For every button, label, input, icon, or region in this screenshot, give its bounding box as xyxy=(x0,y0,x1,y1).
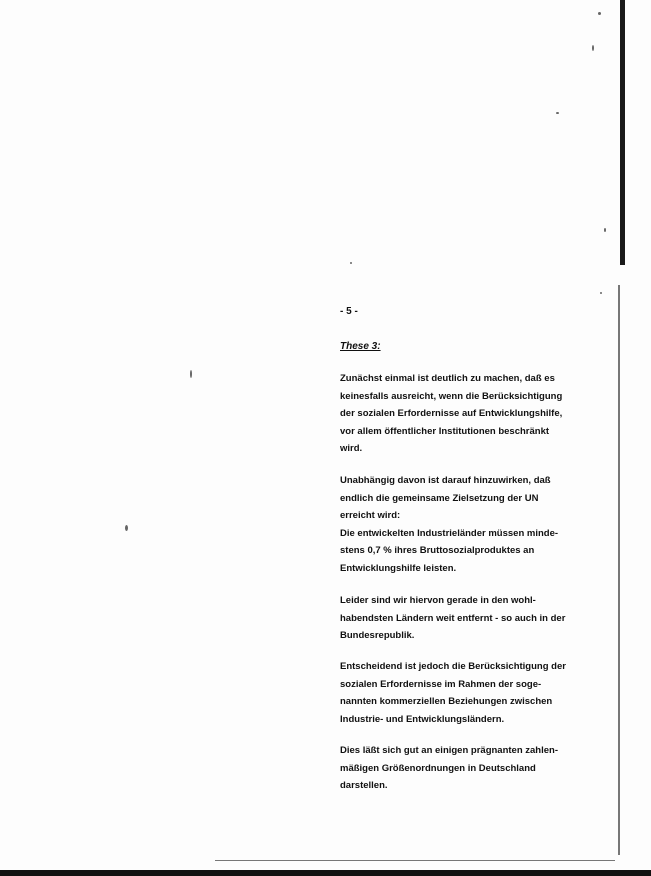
scan-edge-bottom xyxy=(0,870,651,876)
text-line: sozialen Erfordernisse im Rahmen der soge- xyxy=(340,678,542,690)
text-line: Industrie- und Entwicklungsländern. xyxy=(340,713,505,725)
scan-speck xyxy=(604,228,606,232)
thesis-title: These 3: xyxy=(340,341,381,352)
scan-speck xyxy=(350,262,352,264)
text-line: Bundesrepublik. xyxy=(340,630,415,641)
paragraph-5 xyxy=(340,742,625,795)
text-line: nannten kommerziellen Beziehungen zwischen xyxy=(340,696,553,707)
text-line: der sozialen Erfordernisse auf Entwicklungshilfe, xyxy=(340,408,563,419)
scan-speck xyxy=(190,370,192,378)
text-line: stens 0,7 % ihres Bruttosozialproduktes an xyxy=(340,545,535,556)
text-line: darstellen. xyxy=(340,780,388,791)
paragraph-4 xyxy=(340,658,625,728)
paragraph-3 xyxy=(340,592,625,645)
text-line: vor allem öffentlicher Institutionen beschränkt xyxy=(340,425,550,437)
scan-edge-right xyxy=(620,0,625,265)
scan-speck xyxy=(600,292,602,294)
text-line: mäßigen Größenordnungen in Deutschland xyxy=(340,762,536,774)
text-line: Entscheidend ist jedoch die Berücksichtigung der xyxy=(340,661,566,672)
text-line: Unabhängig davon ist darauf hinzuwirken, daß xyxy=(340,475,551,486)
text-line: endlich die gemeinsame Zielsetzung der UN xyxy=(340,492,539,504)
paragraph-2 xyxy=(340,472,625,577)
scan-speck xyxy=(598,12,601,15)
text-line: Entwicklungshilfe leisten. xyxy=(340,562,457,574)
scan-speck xyxy=(592,45,594,51)
text-line: Leider sind wir hiervon gerade in den wohl- xyxy=(340,595,536,606)
scan-speck xyxy=(556,112,559,114)
scan-line-bottom xyxy=(215,860,615,861)
paragraph-1 xyxy=(340,370,625,458)
text-line: erreicht wird: xyxy=(340,510,401,521)
page-number: - 5 - xyxy=(340,306,358,317)
text-line: Zunächst einmal ist deutlich zu machen, daß es xyxy=(340,373,555,384)
text-line: keinesfalls ausreicht, wenn die Berücksichtigung xyxy=(340,390,563,402)
text-line: Dies läßt sich gut an einigen prägnanten zahlen- xyxy=(340,745,559,756)
scan-speck xyxy=(125,525,128,531)
text-line: Die entwickelten Industrieländer müssen minde- xyxy=(340,527,559,539)
text-line: habendsten Ländern weit entfernt - so auch in der xyxy=(340,612,566,624)
text-line: wird. xyxy=(340,443,363,454)
